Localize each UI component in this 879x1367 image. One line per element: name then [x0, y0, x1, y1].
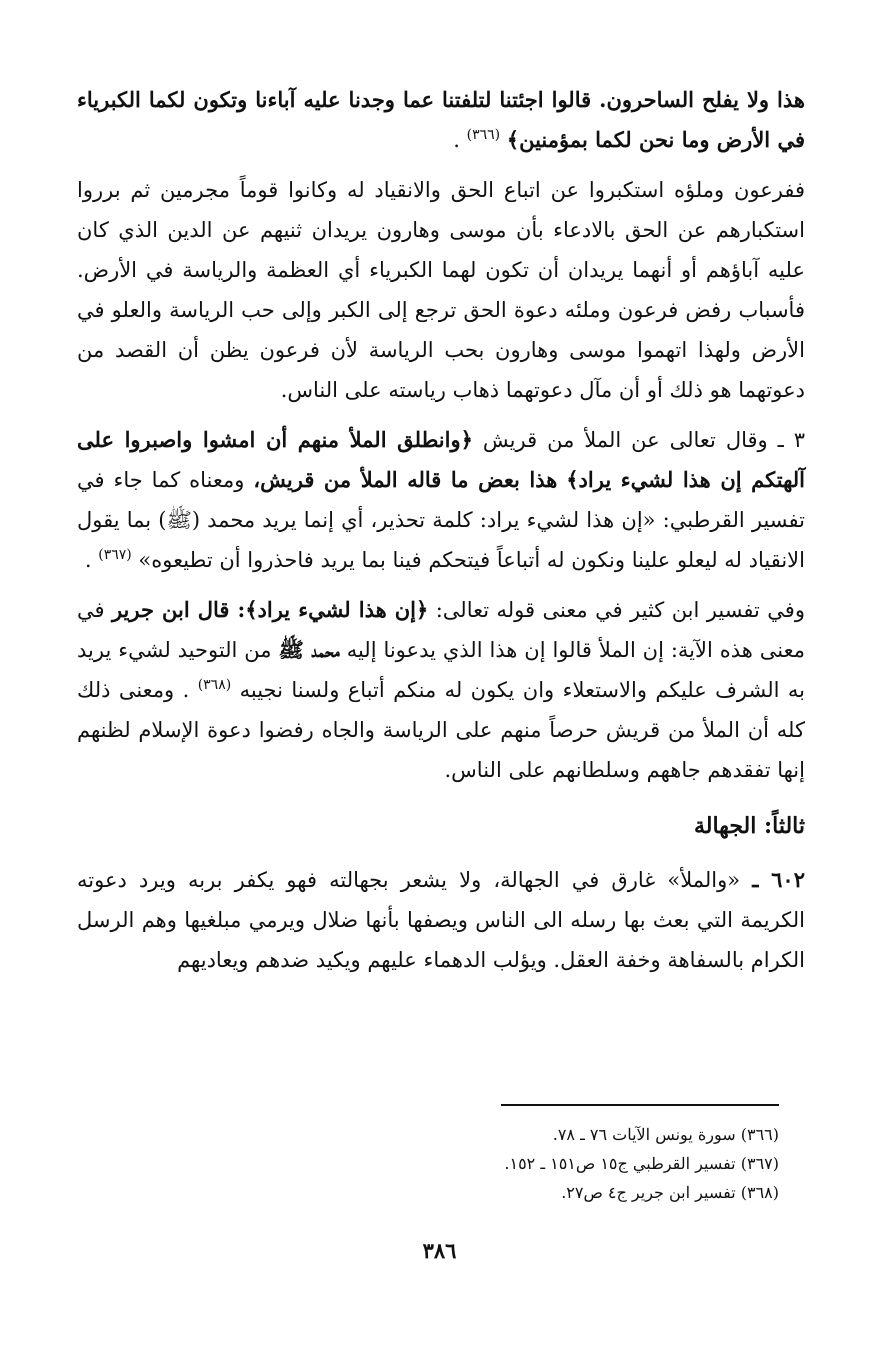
page-number: ٣٨٦	[422, 1238, 457, 1263]
paragraph-3	[77, 420, 805, 580]
paragraph-5-number: ٦٠٢ ـ	[752, 867, 805, 892]
footnote-368: (٣٦٨) تفسير ابن جرير ج٤ ص٢٧.	[561, 1183, 779, 1202]
footnote-divider	[501, 1104, 779, 1106]
quran-quote-1: هذا ولا يفلح الساحرون. قالوا اجئتنا لتلفتنا عما وجدنا عليه آباءنا وتكون لكما الكبرياء في الأرض وما نحن لكما بمؤمنين﴾	[77, 87, 805, 152]
body-text	[77, 80, 805, 990]
paragraph-1-end: .	[453, 128, 460, 152]
paragraph-3-end: .	[84, 548, 92, 572]
paragraph-3-rest: ومعناه كما جاء في تفسير القرطبي: «إن هذا لشيء يراد: كلمة تحذير، أي إنما يريد محمد (ﷺ) بما يقول الانقياد له ليعلو علينا ونكون له أتباعاً فيتحكم فينا بما يريد فاحذروا أن تطيعوه»	[77, 468, 805, 572]
section-heading: ثالثاً: الجهالة	[693, 813, 805, 839]
paragraph-4-name: محمد ﷺ	[278, 637, 340, 662]
quran-quote-2: ﴿وانطلق الملأ منهم أن امشوا واصبروا على آلهتكم إن هذا لشيء يراد﴾	[77, 427, 805, 492]
paragraph-4-intro: وفي تفسير ابن كثير في معنى قوله تعالى:	[435, 598, 805, 622]
footnote-ref-368[interactable]: (٣٦٨)	[197, 677, 232, 693]
footnotes	[339, 1120, 779, 1207]
paragraph-4-mid: في معنى هذه الآية: إن الملأ قالوا إن هذا الذي يدعونا إليه	[77, 598, 805, 662]
paragraph-1	[77, 80, 805, 160]
footnote-ref-367[interactable]: (٣٦٧)	[98, 547, 132, 563]
quran-quote-3: ﴿إن هذا لشيء يراد﴾: قال ابن جرير	[111, 597, 429, 622]
footnote-366: (٣٦٦) سورة يونس الآيات ٧٦ ـ ٧٨.	[552, 1125, 779, 1144]
footnote-367: (٣٦٧) تفسير القرطبي ج١٥ ص١٥١ ـ ١٥٢.	[504, 1154, 779, 1173]
paragraph-3-intro: ٣ ـ وقال تعالى عن الملأ من قريش	[482, 428, 805, 452]
paragraph-5	[77, 860, 805, 980]
paragraph-4	[77, 590, 805, 790]
paragraph-4-end: . ومعنى ذلك كله أن الملأ من قريش حرصاً منهم على الرياسة والجاه رفضوا دعوة الإسلام لظنهم إنها تفقدهم جاههم وسلطانهم على الناس.	[77, 678, 805, 782]
paragraph-3-bold: هذا بعض ما قاله الملأ من قريش،	[253, 467, 558, 492]
paragraph-5-text: «والملأ» غارق في الجهالة، ولا يشعر بجهالته فهو يكفر بربه ويرد دعوته الكريمة التي بعث بها رسله الى الناس ويصفها بأنها ضلال ويرمي مبلغيها وهم الرسل الكرام بالسفاهة وخفة العقل. ويؤلب الدهماء عليهم ويكيد ضدهم ويعاديهم	[77, 868, 805, 972]
footnote-ref-366[interactable]: (٣٦٦)	[466, 127, 501, 143]
paragraph-4-rest: من التوحيد لشيء يريد به الشرف عليكم والاستعلاء وان يكون له منكم أتباع ولسنا نجيبه	[77, 638, 805, 702]
paragraph-2: ففرعون وملؤه استكبروا عن اتباع الحق والانقياد له وكانوا قوماً مجرمين ثم برروا استكبارهم عن الحق بالادعاء بأن موسى وهارون يريدان ثنيهم عن الدين الذي كان عليه آباؤهم أو أنهما يريدان أن تكون لهما الكبرياء أي العظمة والرياسة في الأرض. فأسباب رفض فرعون وملئه دعوة الحق ترجع إلى الكبر وإلى حب الرياسة والعلو في الأرض ولهذا اتهموا موسى وهارون بحب الرياسة لأن فرعون يظن أن القصد من دعوتهما هو ذلك أو أن مآل دعوتهما ذهاب رياسته على الناس.	[77, 178, 805, 402]
